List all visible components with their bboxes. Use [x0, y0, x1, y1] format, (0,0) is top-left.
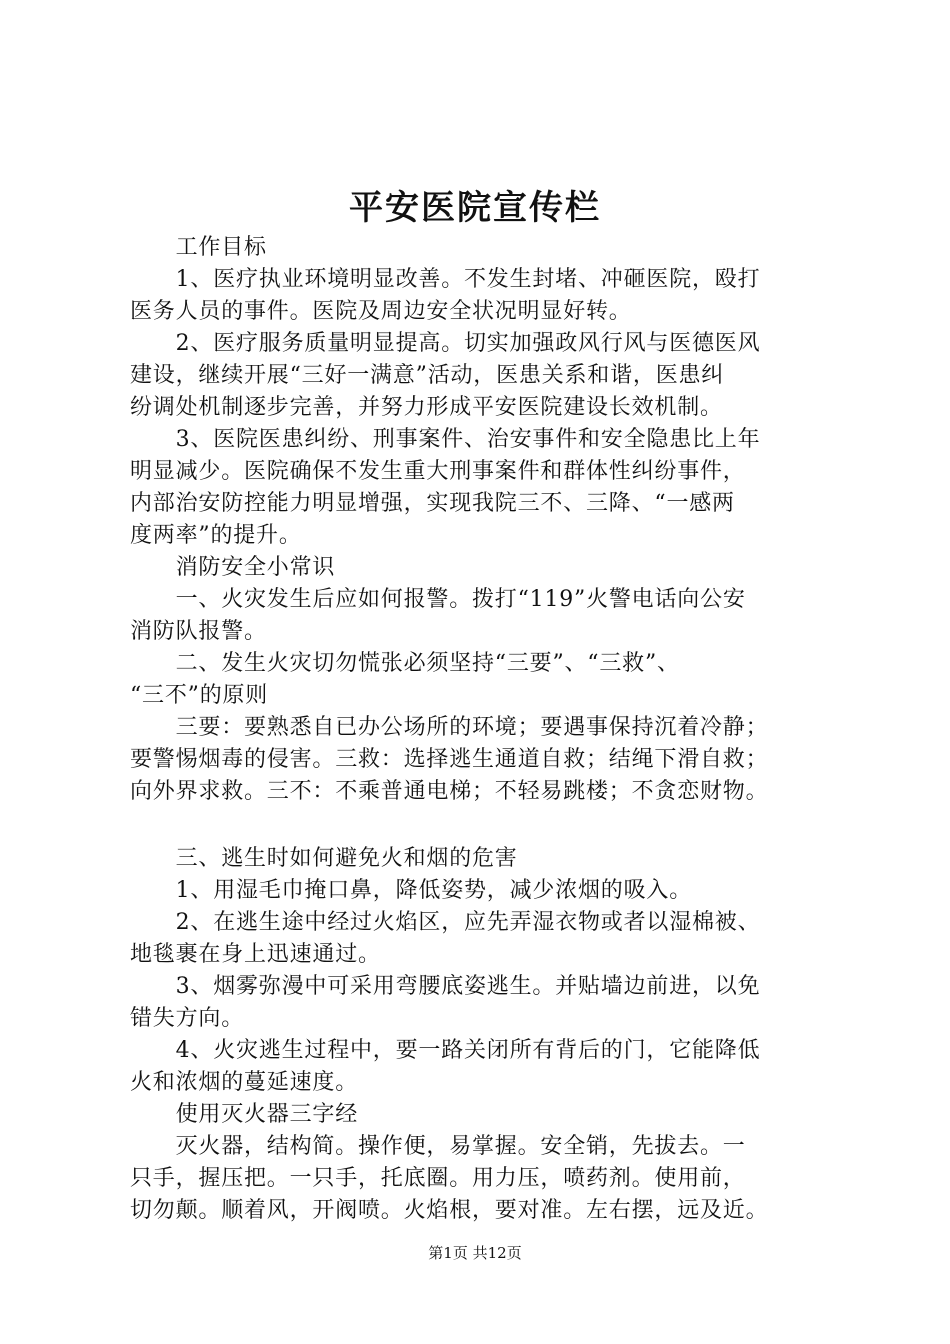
- text-line: 向外界求救。三不：不乘普通电梯；不轻易跳楼；不贪恋财物。: [130, 779, 769, 804]
- text-line: 明显减少。医院确保不发生重大刑事案件和群体性纠纷事件，: [130, 459, 746, 484]
- text-line: 只手，握压把。一只手，托底圈。用力压，喷药剂。使用前，: [130, 1166, 746, 1191]
- text-line: 火和浓烟的蔓延速度。: [130, 1070, 359, 1095]
- text-line: 2、医疗服务质量明显提高。切实加强政风行风与医德医风: [130, 331, 761, 356]
- text-line: 4、火灾逃生过程中，要一路关闭所有背后的门，它能降低: [130, 1038, 761, 1063]
- text-line: 三、逃生时如何避免火和烟的危害: [130, 846, 518, 871]
- text-line: 建设，继续开展“三好一满意”活动，医患关系和谐，医患纠: [130, 363, 725, 388]
- text-line: 消防安全小常识: [130, 555, 336, 580]
- text-line: 度两率”的提升。: [130, 523, 302, 548]
- text-line: 1、用湿毛巾掩口鼻，降低姿势，减少浓烟的吸入。: [130, 878, 692, 903]
- text-line: 2、在逃生途中经过火焰区，应先弄湿衣物或者以湿棉被、: [130, 910, 761, 935]
- blank-line: [130, 808, 846, 843]
- page-title: 平安医院宣传栏: [349, 188, 601, 228]
- text-line: 1、医疗执业环境明显改善。不发生封堵、冲砸医院，殴打: [130, 267, 761, 292]
- text-line: 三要：要熟悉自已办公场所的环境；要遇事保持沉着冷静；: [130, 715, 769, 740]
- text-line: 灭火器，结构简。操作便，易掌握。安全销，先拔去。一: [130, 1134, 746, 1159]
- text-line: 错失方向。: [130, 1006, 245, 1031]
- text-line: 消防队报警。: [130, 619, 267, 644]
- text-line: 3、烟雾弥漫中可采用弯腰底姿逃生。并贴墙边前进，以免: [130, 974, 761, 999]
- text-line: 要警惕烟毒的侵害。三救：选择逃生通道自救；结绳下滑自救；: [130, 747, 769, 772]
- text-line: “三不”的原则: [130, 683, 269, 708]
- text-line: 一、火灾发生后应如何报警。拨打“119”火警电话向公安: [130, 587, 746, 612]
- text-line: 3、医院医患纠纷、刑事案件、治安事件和安全隐患比上年: [130, 427, 761, 452]
- text-line: 纷调处机制逐步完善，并努力形成平安医院建设长效机制。: [130, 395, 723, 420]
- text-line: 内部治安防控能力明显增强，实现我院三不、三降、“一感两: [130, 491, 735, 516]
- text-line: 二、发生火灾切勿慌张必须坚持“三要”、“三救”、: [130, 651, 680, 676]
- text-line: 地毯裹在身上迅速通过。: [130, 942, 381, 967]
- text-line: 工作目标: [130, 235, 267, 260]
- text-line: 医务人员的事件。医院及周边安全状况明显好转。: [130, 299, 632, 324]
- text-line: 使用灭火器三字经: [130, 1102, 359, 1127]
- page-footer: 第1页 共12页: [428, 1244, 522, 1262]
- text-line: 切勿颠。顺着风，开阀喷。火焰根，要对准。左右摆，远及近。: [130, 1198, 769, 1223]
- document-body: [130, 232, 846, 1227]
